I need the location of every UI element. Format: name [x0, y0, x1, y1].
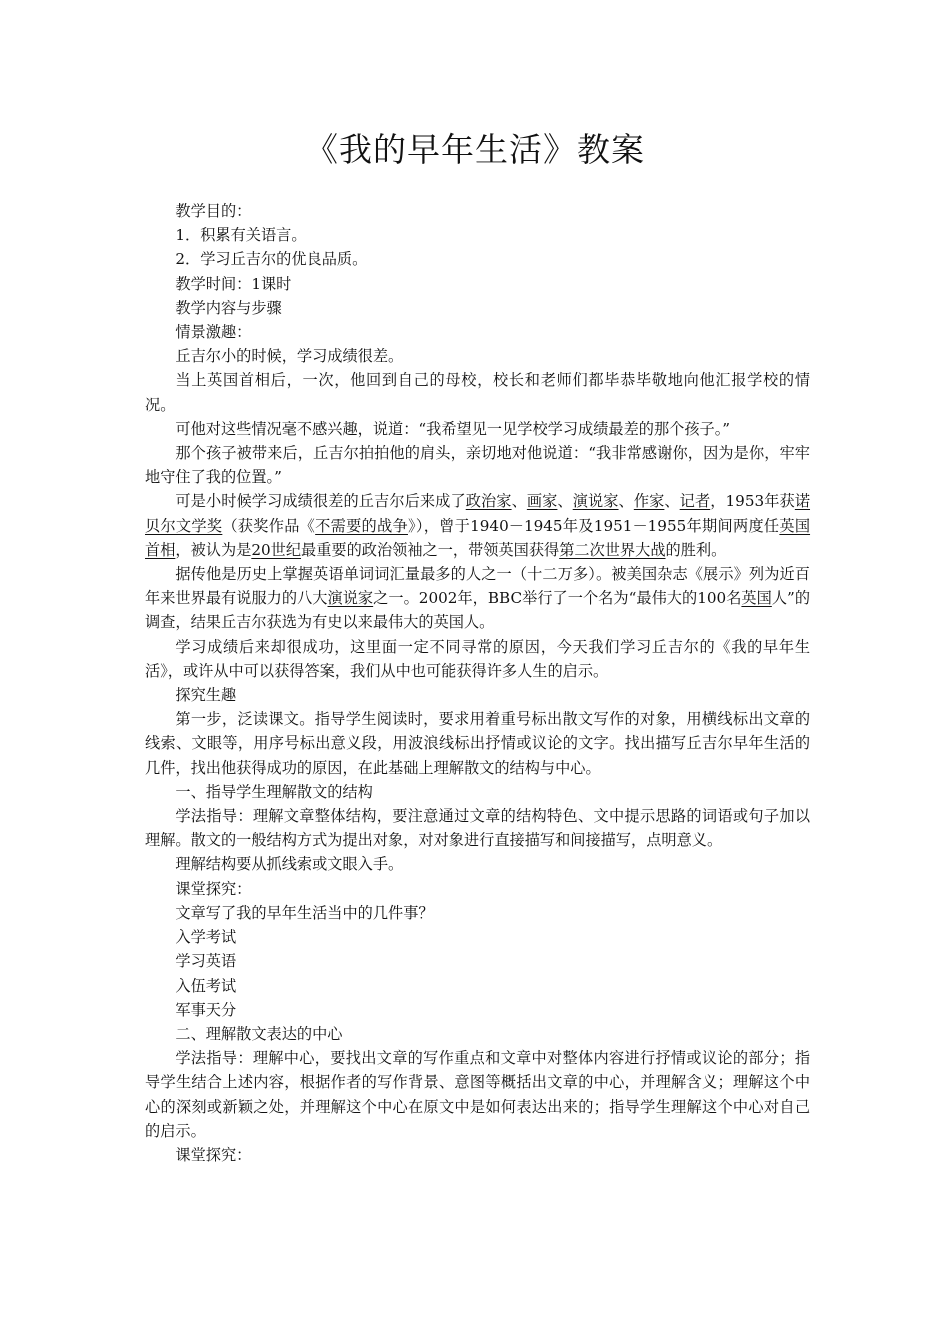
paragraph: 教学目的：: [175, 202, 252, 220]
text-segment: 》），曾于1940－1945年及1951－1955年期间两度任: [407, 516, 780, 535]
underlined-term: 演说家: [327, 589, 374, 608]
underlined-term: 记者: [679, 492, 711, 511]
paragraph: 一、指导学生理解散文的结构: [175, 782, 373, 801]
underlined-term: 第二次世界大战: [559, 540, 666, 559]
paragraph: 理解结构要从抓线索或文眼入手。: [175, 855, 404, 874]
text-segment: 、: [511, 492, 527, 511]
underlined-term: 诺贝尔文学奖: [145, 492, 811, 535]
paragraph: 学习英语: [175, 952, 237, 971]
paragraph: 课堂探究：: [175, 1145, 252, 1164]
paragraph: [145, 489, 810, 562]
page-title: 《我的早年生活》教案: [305, 130, 645, 169]
text-segment: 之一。2002年，BBC举行了一个名为“最伟大的100名: [373, 589, 742, 608]
underlined-term: 画家: [526, 492, 558, 511]
paragraph: 二、理解散文表达的中心: [175, 1024, 343, 1043]
paragraph: 探究生趣: [175, 686, 237, 705]
paragraph: 课堂探究：: [175, 879, 252, 898]
paragraph: 当上英国首相后，一次，他回到自己的母校，校长和老师们都毕恭毕敬地向他汇报学校的情况。: [145, 371, 810, 414]
text-segment: 可是小时候学习成绩很差的丘吉尔后来成了: [175, 492, 466, 511]
text-segment: 、: [664, 492, 680, 511]
text-segment: ，1953年获: [710, 492, 795, 511]
paragraph: 情景激趣：: [175, 323, 252, 342]
paragraph: 入学考试: [175, 928, 237, 947]
text-segment: 、: [618, 492, 634, 511]
paragraph: 教学时间：1课时: [175, 274, 292, 293]
paragraph: 丘吉尔小的时候，学习成绩很差。: [175, 347, 404, 366]
text-segment: （获奖作品《: [222, 516, 316, 535]
underlined-term: 20世纪: [251, 540, 302, 559]
underlined-term: 作家: [633, 492, 665, 511]
paragraph: 学法指导：理解中心，要找出文章的写作重点和文章中对整体内容进行抒情或议论的部分；指导学生结合上述内容，根据作者的写作背景、意图等概括出文章的中心，并理解含义；理解这个中心的深刻或新颖之处，并理解这个中心在原文中是如何表达出来的；指导学生理解这个中心对自己的启示。: [145, 1049, 810, 1140]
paragraph: 文章写了我的早年生活当中的几件事？: [175, 903, 434, 922]
paragraph: 学习成绩后来却很成功，这里面一定不同寻常的原因，今天我们学习丘吉尔的《我的早年生活》，或许从中可以获得答案，我们从中也可能获得许多人生的启示。: [145, 637, 810, 680]
text-segment: 据传他是历史上掌握英语单词词汇量最多的人之一（十二万多）。被美国杂志《展示》列为近百年来世界最有说服力的八大: [145, 565, 810, 608]
underlined-term: 英国: [741, 589, 772, 608]
underlined-term: 不需要的战争: [315, 516, 408, 535]
text-segment: 人”的调查，结果丘吉尔获选为有史以来最伟大的英国人。: [145, 589, 811, 632]
paragraph: 第一步，泛读课文。指导学生阅读时，要求用着重号标出散文写作的对象，用横线标出文章的线索、文眼等，用序号标出意义段，用波浪线标出抒情或议论的文字。找出描写丘吉尔早年生活的几件，找出他获得成功的原因，在此基础上理解散文的结构与中心。: [145, 710, 810, 777]
document-body: [145, 199, 810, 1167]
text-segment: 最重要的政治领袖之一，带领英国获得: [301, 540, 560, 559]
paragraph: 1．积累有关语言。: [175, 226, 307, 245]
paragraph: 学法指导：理解文章整体结构，要注意通过文章的结构特色、文中提示思路的词语或句子加以理解。散文的一般结构方式为提出对象，对对象进行直接描写和间接描写，点明意义。: [145, 807, 810, 850]
paragraph: [145, 562, 810, 635]
paragraph: 军事天分: [175, 1000, 237, 1019]
paragraph: 入伍考试: [175, 976, 237, 995]
underlined-term: 演说家: [572, 492, 619, 511]
text-segment: 、: [557, 492, 573, 511]
text-segment: 的胜利。: [665, 540, 727, 559]
underlined-term: 政治家: [465, 492, 512, 511]
paragraph: 2．学习丘吉尔的优良品质。: [175, 250, 368, 269]
paragraph: 教学内容与步骤: [175, 298, 282, 317]
paragraph: 可他对这些情况毫不感兴趣，说道：“我希望见一见学校学习成绩最差的那个孩子。”: [175, 419, 731, 438]
text-segment: ，被认为是: [175, 540, 252, 559]
paragraph: 那个孩子被带来后，丘吉尔拍拍他的肩头，亲切地对他说道：“我非常感谢你，因为是你，牢牢地守住了我的位置。”: [145, 444, 810, 487]
underlined-term: 英国首相: [145, 516, 811, 559]
